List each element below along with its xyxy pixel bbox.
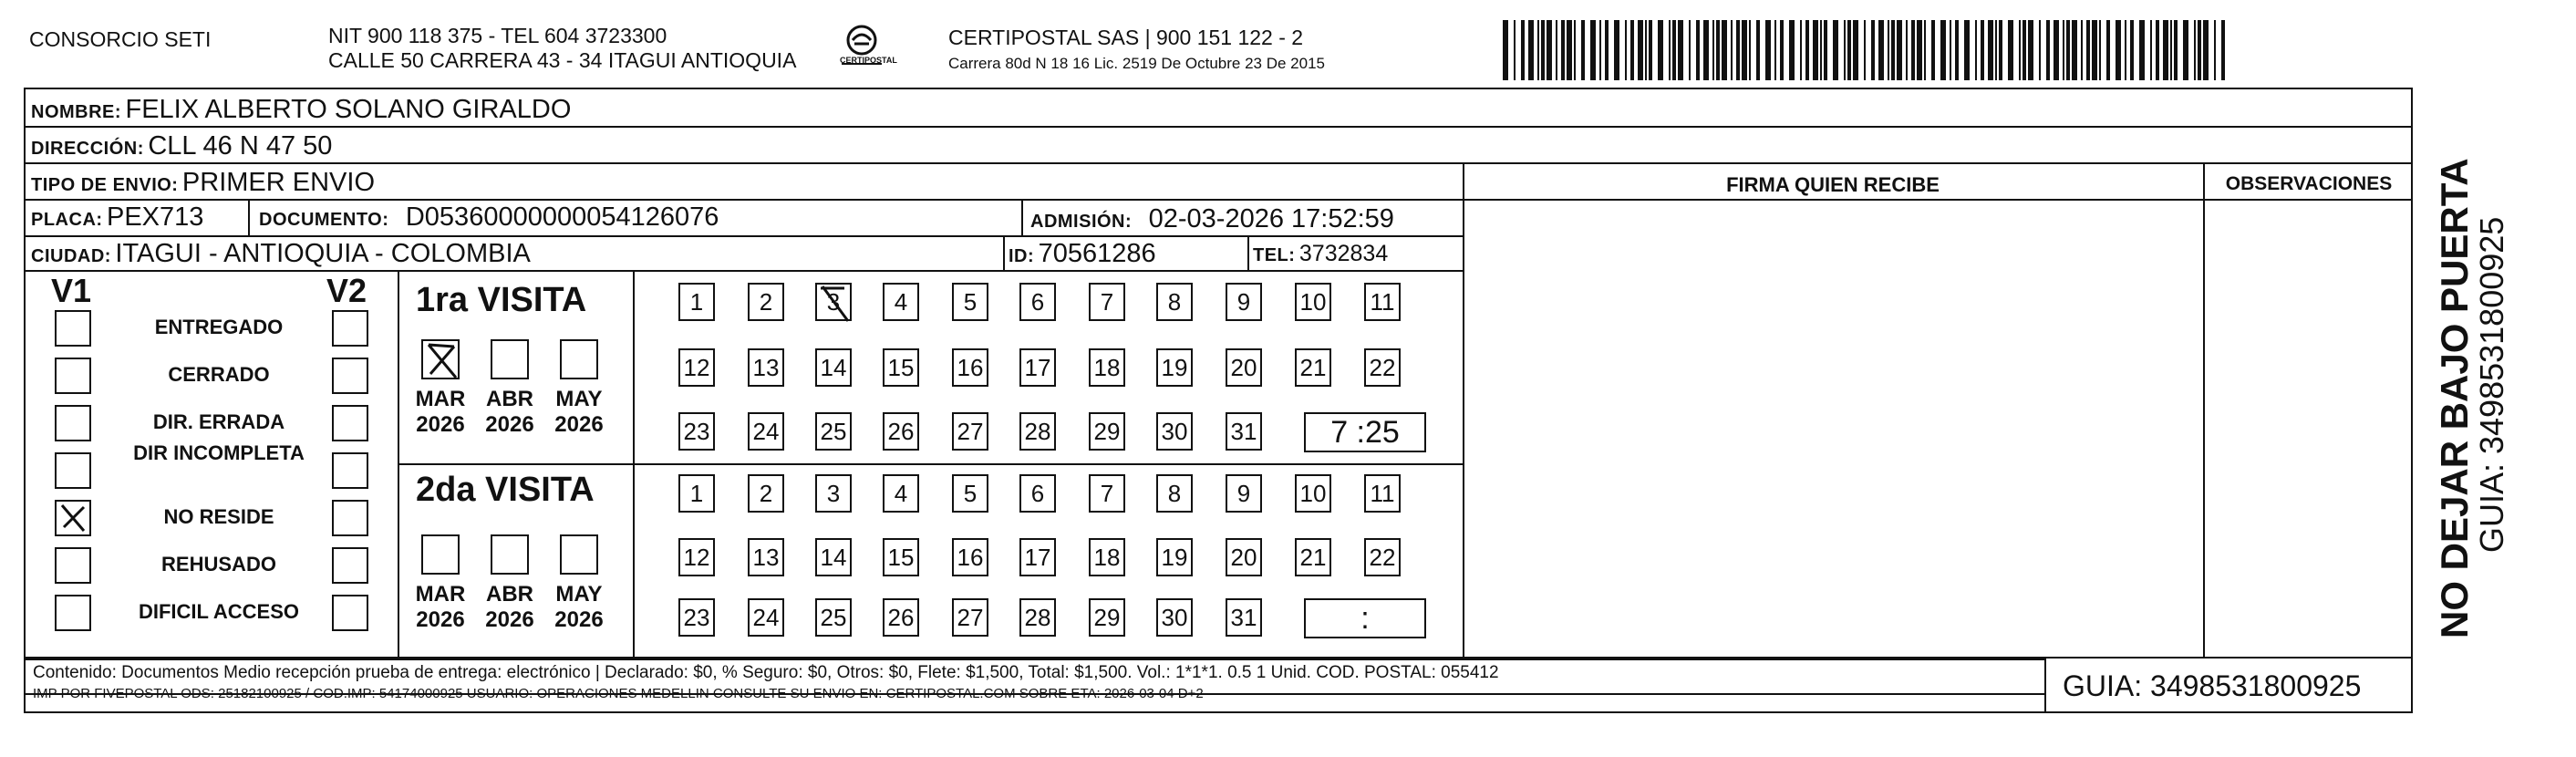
v1-checkbox[interactable]: [55, 452, 91, 489]
barcode-bar: [1581, 20, 1585, 80]
barcode-bar: [1975, 20, 1977, 80]
day-box[interactable]: 23: [678, 598, 715, 637]
v2-checkbox[interactable]: [332, 358, 368, 394]
barcode-bar: [1590, 20, 1596, 80]
day-box[interactable]: 28: [1019, 412, 1056, 451]
barcode-bar: [2054, 20, 2059, 80]
status-option-label: DIR INCOMPLETA: [133, 441, 305, 464]
tel-row: [1253, 241, 1388, 267]
day-box[interactable]: 8: [1156, 474, 1193, 513]
admision-label: ADMISIÓN:: [1030, 212, 1133, 232]
admision-value: 02-03-2026 17:52:59: [1148, 204, 1394, 233]
day-box[interactable]: 17: [1019, 348, 1056, 387]
day-box[interactable]: 6: [1019, 283, 1056, 321]
certipostal-logo: [834, 22, 889, 73]
time-box[interactable]: 7 :25: [1304, 412, 1426, 452]
day-box[interactable]: 16: [952, 348, 988, 387]
direccion-value: CLL 46 N 47 50: [148, 131, 333, 161]
barcode-bar: [1649, 20, 1652, 80]
barcode-bar: [2066, 20, 2070, 80]
logo-text: CERTIPOSTAL: [840, 56, 897, 65]
day-box[interactable]: 11: [1364, 474, 1401, 513]
time-box[interactable]: :: [1304, 598, 1426, 638]
day-box[interactable]: 29: [1089, 598, 1125, 637]
barcode-bar: [1813, 20, 1818, 80]
month-checkbox[interactable]: [491, 339, 529, 379]
barcode-bar: [1567, 20, 1572, 80]
no-dejar-bajo-puerta: NO DEJAR BAJO PUERTA: [2433, 158, 2476, 638]
company-name: CONSORCIO SETI: [29, 27, 212, 51]
barcode-bar: [2116, 20, 2121, 80]
month-label: ABR 2026: [485, 582, 534, 632]
barcode-bar: [2028, 20, 2033, 80]
v2-label: V2: [326, 272, 367, 309]
ciudad-row: [31, 239, 531, 269]
tel-label: TEL:: [1253, 245, 1296, 265]
barcode-bar: [1789, 20, 1795, 80]
tipo-value: PRIMER ENVIO: [181, 168, 376, 197]
barcode-bar: [1995, 20, 1997, 80]
barcode-bar: [2086, 20, 2090, 80]
ciudad-value: ITAGUI - ANTIOQUIA - COLOMBIA: [115, 239, 531, 268]
barcode-bar: [1574, 20, 1576, 80]
barcode-bar: [2008, 20, 2013, 80]
month-label: MAY 2026: [554, 387, 604, 437]
barcode-bar: [2183, 20, 2188, 80]
barcode-bar: [1833, 20, 1838, 80]
day-box[interactable]: 27: [952, 598, 988, 637]
barcode-bar: [1749, 20, 1751, 80]
barcode-bar: [1999, 20, 2002, 80]
status-option-label: DIFICIL ACCESO: [138, 600, 299, 623]
day-box[interactable]: 18: [1089, 538, 1125, 576]
day-box[interactable]: 10: [1295, 474, 1331, 513]
barcode-bar: [2170, 20, 2172, 80]
day-box[interactable]: 2: [748, 474, 784, 513]
barcode-bar: [1678, 20, 1683, 80]
barcode-bar: [1521, 20, 1525, 80]
day-box[interactable]: 21: [1295, 538, 1331, 576]
barcode-bar: [1780, 20, 1784, 80]
day-box[interactable]: 22: [1364, 538, 1401, 576]
barcode-bar: [2194, 20, 2196, 80]
status-option-label: DIR. ERRADA: [152, 410, 285, 433]
barcode-bar: [1774, 20, 1776, 80]
status-option-label: CERRADO: [168, 363, 270, 386]
barcode-bar: [1716, 20, 1720, 80]
footer-guia: GUIA: 3498531800925: [2063, 669, 2362, 702]
firma-header: FIRMA QUIEN RECIBE: [1726, 173, 1940, 196]
barcode-bar: [1645, 20, 1647, 80]
barcode-bar: [2106, 20, 2110, 80]
day-box[interactable]: 7: [1089, 474, 1125, 513]
barcode-bar: [1931, 20, 1935, 80]
day-box[interactable]: 23: [678, 412, 715, 451]
barcode-bar: [1630, 20, 1634, 80]
footer-line2: IMP POR FIVEPOSTAL ODS: 25182100925 / COD.IMP: 54174000925 USUARIO: OPERACIONES MEDELLIN CONSULTE SU ENVIO EN: CERTIPOSTAL.COM SOBRE ETA: 2026-03-04 D+2: [33, 686, 1204, 701]
v2-checkbox[interactable]: [332, 500, 368, 536]
barcode-bar: [1871, 20, 1875, 80]
barcode-bar: [2039, 20, 2041, 80]
address-line: CALLE 50 CARRERA 43 - 34 ITAGUI ANTIOQUIA: [328, 48, 797, 72]
barcode-bar: [1528, 20, 1534, 80]
day-box[interactable]: 2: [748, 283, 784, 321]
carrier-line: CERTIPOSTAL SAS | 900 151 122 - 2: [948, 26, 1304, 49]
barcode-bar: [2150, 20, 2152, 80]
v1-checkbox[interactable]: [55, 500, 91, 536]
barcode-bar: [1847, 20, 1851, 80]
month-checkbox[interactable]: [421, 534, 460, 575]
barcode-bar: [1800, 20, 1802, 80]
barcode-bar: [1736, 20, 1740, 80]
day-box[interactable]: 16: [952, 538, 988, 576]
day-box[interactable]: 31: [1226, 412, 1262, 451]
day-box[interactable]: 12: [678, 348, 715, 387]
v1-checkbox[interactable]: [55, 405, 91, 441]
month-checkbox[interactable]: [491, 534, 529, 575]
id-row: [1009, 239, 1156, 269]
barcode-bar: [1824, 20, 1827, 80]
status-option-label: REHUSADO: [161, 553, 276, 576]
barcode-bar: [2023, 20, 2026, 80]
day-box[interactable]: 9: [1226, 283, 1262, 321]
barcode-bar: [2092, 20, 2097, 80]
barcode-bar: [1561, 20, 1565, 80]
barcode-bar: [2174, 20, 2178, 80]
month-label: MAY 2026: [554, 582, 604, 632]
barcode-bar: [2046, 20, 2050, 80]
day-box[interactable]: 5: [952, 283, 988, 321]
barcode-bar: [1820, 20, 1822, 80]
day-box[interactable]: 30: [1156, 598, 1193, 637]
day-box[interactable]: 11: [1364, 283, 1401, 321]
barcode-bar: [1672, 20, 1676, 80]
placa-value: PEX713: [107, 202, 204, 232]
month-checkbox[interactable]: [560, 534, 598, 575]
v1-label: V1: [51, 272, 92, 309]
day-box[interactable]: 15: [883, 538, 919, 576]
day-box[interactable]: 26: [883, 598, 919, 637]
day-box[interactable]: 20: [1226, 348, 1262, 387]
direccion-row: [31, 131, 332, 161]
v2-checkbox[interactable]: [332, 405, 368, 441]
day-box[interactable]: 14: [815, 538, 852, 576]
v1-checkbox[interactable]: [55, 310, 91, 347]
barcode-bar: [1906, 20, 1908, 80]
barcode-bar: [2099, 20, 2101, 80]
barcode-bar: [2139, 20, 2145, 80]
guia-vertical: GUIA: 3498531800925: [2473, 216, 2510, 553]
tipo-label: TIPO DE ENVIO:: [31, 175, 179, 195]
tipo-row: [31, 168, 375, 198]
day-box[interactable]: 9: [1226, 474, 1262, 513]
barcode-bar: [1917, 20, 1922, 80]
barcode-bar: [1950, 20, 1951, 80]
day-box[interactable]: 30: [1156, 412, 1193, 451]
barcode-bar: [1853, 20, 1858, 80]
day-box[interactable]: 20: [1226, 538, 1262, 576]
barcode-bar: [1541, 20, 1545, 80]
day-box[interactable]: 13: [748, 538, 784, 576]
barcode-bar: [1988, 20, 1993, 80]
v2-checkbox[interactable]: [332, 452, 368, 489]
day-box[interactable]: 6: [1019, 474, 1056, 513]
day-box[interactable]: 21: [1295, 348, 1331, 387]
v2-checkbox[interactable]: [332, 310, 368, 347]
barcode-bar: [1731, 20, 1733, 80]
barcode-bar: [1599, 20, 1601, 80]
barcode-bar: [2063, 20, 2064, 80]
barcode-bar: [1756, 20, 1760, 80]
nit-line: NIT 900 118 375 - TEL 604 3723300: [328, 24, 667, 47]
barcode-bar: [1614, 20, 1619, 80]
day-box[interactable]: 19: [1156, 538, 1193, 576]
day-box[interactable]: 3: [815, 283, 852, 321]
barcode-bar: [1981, 20, 1984, 80]
month-label: MAR 2026: [415, 387, 466, 437]
day-box[interactable]: 10: [1295, 283, 1331, 321]
day-box[interactable]: 19: [1156, 348, 1193, 387]
barcode-bar: [1556, 20, 1557, 80]
barcode-bar: [1712, 20, 1714, 80]
day-box[interactable]: 13: [748, 348, 784, 387]
barcode-bar: [2156, 20, 2159, 80]
month-label: ABR 2026: [485, 387, 534, 437]
barcode-bar: [1689, 20, 1691, 80]
placa-label: PLACA:: [31, 210, 103, 230]
day-box[interactable]: 25: [815, 412, 852, 451]
month-label: MAR 2026: [415, 582, 466, 632]
barcode-bar: [1537, 20, 1539, 80]
barcode-bar: [1696, 20, 1700, 80]
month-checkbox[interactable]: [421, 339, 460, 379]
barcode-bar: [1503, 20, 1508, 80]
barcode-bar: [2221, 20, 2225, 80]
barcode-bar: [2081, 20, 2083, 80]
day-box[interactable]: 29: [1089, 412, 1125, 451]
day-box[interactable]: 12: [678, 538, 715, 576]
documento-value: D05360000000054126076: [405, 202, 719, 232]
day-box[interactable]: 8: [1156, 283, 1193, 321]
id-value: 70561286: [1038, 239, 1156, 268]
barcode-bar: [1897, 20, 1902, 80]
day-box[interactable]: 28: [1019, 598, 1056, 637]
barcode-bar: [2203, 20, 2209, 80]
barcode-bar: [2019, 20, 2021, 80]
barcode-bar: [1703, 20, 1709, 80]
footer-line1: Contenido: Documentos Medio recepción prueba de entrega: electrónico | Declarado: $0, % Seguro: $0, Otros: $0, Flete: $1,500, Total: $1,500. Vol.: 1*1*1. 0.5 1 Unid. COD. POSTAL: 055412: [33, 663, 1499, 682]
barcode-bar: [2198, 20, 2201, 80]
placa-row: [31, 202, 203, 233]
barcode-bar: [1805, 20, 1809, 80]
day-box[interactable]: 4: [883, 474, 919, 513]
documento-row: [259, 202, 719, 233]
barcode-bar: [1514, 20, 1516, 80]
barcode-bar: [1864, 20, 1866, 80]
day-box[interactable]: 24: [748, 598, 784, 637]
barcode-bar: [1878, 20, 1884, 80]
day-box[interactable]: 26: [883, 412, 919, 451]
barcode-bar: [1605, 20, 1609, 80]
barcode-bar: [1765, 20, 1771, 80]
day-box[interactable]: 31: [1226, 598, 1262, 637]
barcode-bar: [2214, 20, 2216, 80]
observaciones-header: OBSERVACIONES: [2225, 173, 2393, 194]
second-visit-title: 2da VISITA: [416, 471, 595, 509]
documento-label: DOCUMENTO:: [259, 210, 389, 230]
day-box[interactable]: 4: [883, 283, 919, 321]
day-box[interactable]: 1: [678, 283, 715, 321]
barcode-bar: [1888, 20, 1889, 80]
ciudad-label: CIUDAD:: [31, 246, 111, 266]
day-box[interactable]: 3: [815, 474, 852, 513]
status-option-label: NO RESIDE: [163, 505, 274, 528]
barcode-bar: [1722, 20, 1727, 80]
v1-checkbox[interactable]: [55, 358, 91, 394]
barcode-bar: [1940, 20, 1946, 80]
status-option-label: ENTREGADO: [154, 316, 284, 338]
direccion-label: DIRECCIÓN:: [31, 139, 144, 159]
day-box[interactable]: 25: [815, 598, 852, 637]
barcode-bar: [2130, 20, 2134, 80]
nombre-row: [31, 95, 571, 125]
barcode-bar: [2163, 20, 2168, 80]
id-label: ID:: [1009, 246, 1035, 266]
barcode-bar: [1891, 20, 1895, 80]
barcode-bar: [1964, 20, 1970, 80]
barcode-bar: [1955, 20, 1959, 80]
v2-checkbox[interactable]: [332, 547, 368, 584]
v2-checkbox[interactable]: [332, 595, 368, 631]
day-box[interactable]: 27: [952, 412, 988, 451]
barcode-bar: [1911, 20, 1915, 80]
barcode-bar: [1742, 20, 1747, 80]
day-box[interactable]: 15: [883, 348, 919, 387]
nombre-value: FELIX ALBERTO SOLANO GIRALDO: [125, 95, 572, 124]
day-box[interactable]: 5: [952, 474, 988, 513]
first-visit-title: 1ra VISITA: [416, 281, 587, 319]
v1-checkbox[interactable]: [55, 547, 91, 584]
day-box[interactable]: 24: [748, 412, 784, 451]
barcode-bar: [1658, 20, 1663, 80]
barcode-bar: [1638, 20, 1643, 80]
barcode-bar: [1844, 20, 1846, 80]
day-box[interactable]: 7: [1089, 283, 1125, 321]
day-box[interactable]: 1: [678, 474, 715, 513]
day-box[interactable]: 18: [1089, 348, 1125, 387]
day-box[interactable]: 22: [1364, 348, 1401, 387]
barcode-bar: [1669, 20, 1671, 80]
v1-checkbox[interactable]: [55, 595, 91, 631]
day-box[interactable]: 17: [1019, 538, 1056, 576]
barcode-bar: [1924, 20, 1926, 80]
barcode-bar: [2072, 20, 2077, 80]
month-checkbox[interactable]: [560, 339, 598, 379]
barcode: [1503, 20, 2232, 80]
barcode-bar: [2125, 20, 2126, 80]
day-box[interactable]: 14: [815, 348, 852, 387]
barcode-bar: [1547, 20, 1552, 80]
nombre-label: NOMBRE:: [31, 102, 122, 122]
license-line: Carrera 80d N 18 16 Lic. 2519 De Octubre 23 De 2015: [948, 55, 1325, 72]
barcode-bar: [1625, 20, 1627, 80]
admision-row: [1030, 204, 1394, 234]
tel-value: 3732834: [1298, 241, 1389, 266]
